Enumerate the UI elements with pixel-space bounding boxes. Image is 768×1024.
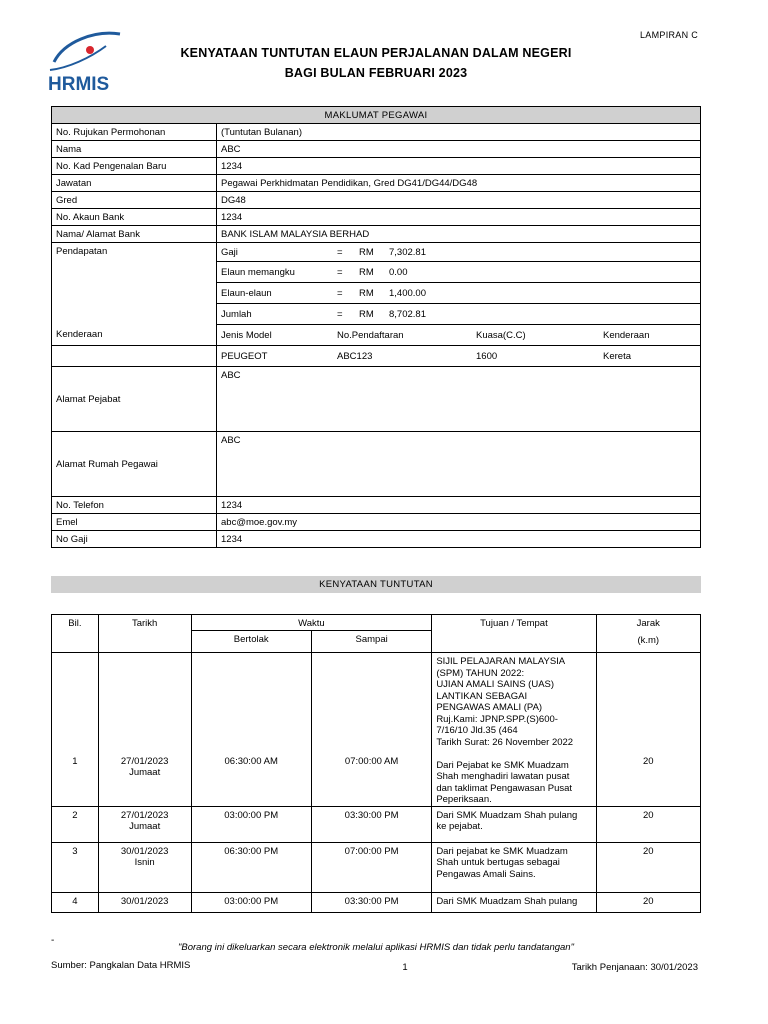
vehicle-header: No.Pendaftaran [337,329,404,341]
logo-red-dot [86,46,94,54]
rujukan-label: No. Rujukan Permohonan [52,124,217,141]
footer-note: "Borang ini dikeluarkan secara elektronik melalui aplikasi HRMIS dan tidak perlu tandatangan" [178,942,574,953]
akaun-value: 1234 [217,209,701,226]
income-label: Elaun memangku [221,266,295,278]
vehicle-value: ABC123 [337,350,373,362]
row-sampai: 03:30:00 PM [311,806,431,842]
footer-page-number: 1 [402,962,408,973]
income-equals: = [337,266,343,278]
row-tarikh [98,806,191,842]
col-bertolak: Bertolak [191,631,311,653]
logo-text: HRMIS [48,74,110,94]
table-row [52,842,701,892]
row-bil: 2 [52,806,99,842]
row-bil: 1 [52,653,99,807]
vehicle-header: Jenis Model [221,329,272,341]
bank-value: BANK ISLAM MALAYSIA BERHAD [217,226,701,243]
row-day: Jumaat [129,820,161,832]
income-label: Gaji [221,246,238,258]
document-title-line2: BAGI BULAN FEBRUARI 2023 [284,66,468,80]
row-day: Jumaat [129,767,161,778]
pejabat-value: ABC [217,367,701,432]
logo-swoosh-lower [50,46,106,70]
income-currency: RM [359,287,374,299]
income-equals: = [337,246,343,258]
col-jarak [596,615,700,653]
dest-line: ke pejabat. [436,821,483,832]
no-gaji-value: 1234 [217,531,701,548]
dest-line: Dari SMK Muadzam Shah pulang [436,895,578,907]
maklumat-pegawai-table [51,106,701,548]
pendapatan-row-elaun [217,283,701,304]
table-row [52,892,701,912]
row-tujuan [432,842,596,892]
dest-line: dan taklimat Pengawasan Pusat [436,782,573,794]
row-date: 27/01/2023 [120,809,169,821]
col-jarak-label: Jarak [636,618,660,629]
income-currency: RM [359,266,374,278]
dest-line: UJIAN AMALI SAINS (UAS) [436,679,555,690]
row-sampai: 07:00:00 PM [311,842,431,892]
row-day: Isnin [134,856,155,868]
col-waktu: Waktu [191,615,432,631]
kp-label: No. Kad Pengenalan Baru [52,158,217,175]
bank-label: Nama/ Alamat Bank [52,226,217,243]
telefon-value: 1234 [217,497,701,514]
document-title-line1: KENYATAAN TUNTUTAN ELAUN PERJALANAN DALAM NEGERI [180,46,572,60]
footer-generated-date: Tarikh Penjanaan: 30/01/2023 [571,962,698,973]
row-sampai: 07:00:00 AM [311,653,431,807]
row-date: 27/01/2023 [120,756,169,767]
dest-line: PENGAWAS AMALI (PA) [436,702,543,713]
hrmis-logo [44,28,136,94]
col-bil: Bil. [52,615,99,653]
income-amount: 1,400.00 [389,287,426,299]
maklumat-pegawai-heading: MAKLUMAT PEGAWAI [52,107,701,124]
kenderaan-label: Kenderaan [52,325,217,346]
income-currency: RM [359,246,374,258]
vehicle-header: Kuasa(C.C) [476,329,526,341]
dest-line: Dari Pejabat ke SMK Muadzam [436,759,569,771]
dest-spacer [436,748,591,760]
row-bertolak: 06:30:00 AM [191,653,311,807]
dest-line: Peperiksaan. [436,794,492,805]
no-gaji-label: No Gaji [52,531,217,548]
emel-label: Emel [52,514,217,531]
row-date: 30/01/2023 [120,845,169,857]
col-sampai: Sampai [311,631,431,653]
pejabat-label: Alamat Pejabat [52,367,217,432]
kenyataan-tuntutan-table [51,614,701,913]
row-bertolak: 03:00:00 PM [191,892,311,912]
income-equals: = [337,287,343,299]
dest-line: Tarikh Surat: 26 November 2022 [436,736,574,748]
row-jarak: 20 [596,653,700,807]
telefon-label: No. Telefon [52,497,217,514]
vehicle-value: Kereta [603,350,631,362]
col-tarikh: Tarikh [98,615,191,653]
kenderaan-value-row [217,346,701,367]
rumah-label: Alamat Rumah Pegawai [52,432,217,497]
akaun-label: No. Akaun Bank [52,209,217,226]
row-bertolak: 06:30:00 PM [191,842,311,892]
row-jarak: 20 [596,892,700,912]
income-currency: RM [359,308,374,320]
table-row [52,653,701,807]
dest-line: Shah untuk bertugas sebagai [436,857,560,868]
income-amount: 0.00 [389,266,408,278]
table-row [52,806,701,842]
dest-line: Dari pejabat ke SMK Muadzam [436,845,568,857]
row-date: 30/01/2023 [120,895,169,907]
gred-value: DG48 [217,192,701,209]
dest-line: Shah menghadiri lawatan pusat [436,771,570,782]
pendapatan-label: Pendapatan [52,243,217,262]
jawatan-value: Pegawai Perkhidmatan Pendidikan, Gred DG41/DG44/DG48 [217,175,701,192]
row-jarak: 20 [596,806,700,842]
dest-line: SIJIL PELAJARAN MALAYSIA [436,656,566,667]
lampiran-label: LAMPIRAN C [639,30,698,40]
emel-value: abc@moe.gov.my [217,514,701,531]
col-tujuan: Tujuan / Tempat [432,615,596,653]
pendapatan-row-gaji [217,243,701,262]
kenderaan-header-row [217,325,701,346]
nama-value: ABC [217,141,701,158]
row-sampai: 03:30:00 PM [311,892,431,912]
gred-label: Gred [52,192,217,209]
row-tarikh [98,892,191,912]
row-bil: 3 [52,842,99,892]
kp-value: 1234 [217,158,701,175]
row-tujuan [432,653,596,807]
row-bertolak: 03:00:00 PM [191,806,311,842]
dest-line: 7/16/10 Jld.35 (464 [436,725,518,736]
dest-line: LANTIKAN SEBAGAI [436,690,528,702]
vehicle-value: 1600 [476,350,498,362]
rujukan-value: (Tuntutan Bulanan) [217,124,701,141]
pendapatan-row-jumlah [217,304,701,325]
col-jarak-unit: (k.m) [637,635,660,646]
row-tujuan [432,806,596,842]
income-amount: 7,302.81 [389,246,426,258]
income-equals: = [337,308,343,320]
vehicle-header: Kenderaan [603,329,650,341]
row-jarak: 20 [596,842,700,892]
income-label: Jumlah [221,308,252,320]
row-tarikh [98,842,191,892]
footer-dash: - [51,935,55,946]
dest-line: (SPM) TAHUN 2022: [436,667,525,679]
row-bil: 4 [52,892,99,912]
kenyataan-tuntutan-heading: KENYATAAN TUNTUTAN [51,576,701,593]
dest-line: Ruj.Kami: JPNP.SPP.(S)600- [436,713,558,725]
pendapatan-row-memangku [217,262,701,283]
row-tarikh [98,653,191,807]
nama-label: Nama [52,141,217,158]
dest-line: Pengawas Amali Sains. [436,868,536,880]
footer-source: Sumber: Pangkalan Data HRMIS [51,960,191,971]
vehicle-value: PEUGEOT [221,350,268,362]
income-label: Elaun-elaun [221,287,272,299]
row-tujuan [432,892,596,912]
jawatan-label: Jawatan [52,175,217,192]
rumah-value: ABC [217,432,701,497]
dest-line: Dari SMK Muadzam Shah pulang [436,809,578,821]
income-amount: 8,702.81 [389,308,426,320]
